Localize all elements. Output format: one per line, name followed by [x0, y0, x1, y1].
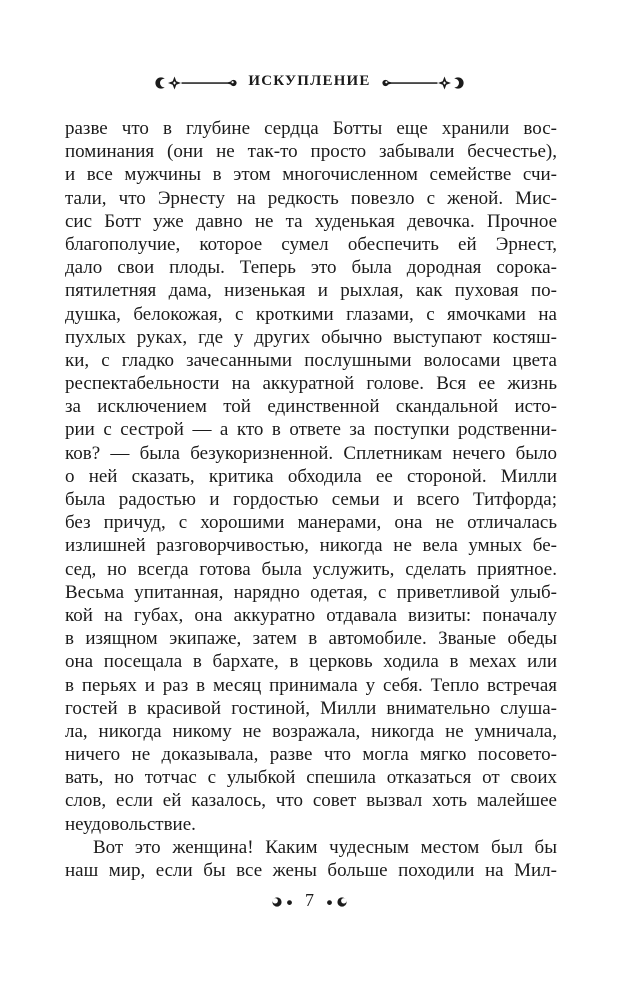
text-line: душка, белокожая, с кроткими глазами, с ямочками на [65, 303, 557, 325]
running-header [0, 74, 619, 91]
text-line: ков? — была безукоризненной. Сплетникам нечего было [65, 442, 557, 464]
text-line: гостей в красивой гостиной, Милли внимательно слуша- [65, 697, 557, 719]
text-line: респектабельности на аккуратной голове. Вся ее жизнь [65, 373, 557, 395]
text-line: благополучие, которое сумел обеспечить ей Эрнест, [65, 233, 557, 255]
text-line: сис Ботт уже давно не та худенькая девочка. Прочное [65, 210, 557, 232]
text-line: поминания (они не так-то просто забывали бесчестье), [65, 141, 557, 163]
text-line: сед, но всегда готова была услужить, сделать приятное. [65, 558, 557, 580]
text-line: в изящном экипаже, затем в автомобиле. Званые обеды [65, 628, 557, 650]
text-line: Весьма упитанная, нарядно одетая, с приветливой улыб- [65, 581, 557, 603]
text-line: рии с сестрой — а кто в ответе за поступки родственни- [65, 419, 557, 441]
paisley-dot-right-icon [321, 894, 349, 910]
flourish-rule-right-icon [380, 75, 464, 91]
text-line: пятилетняя дама, низенькая и рыхлая, как пуховая по- [65, 280, 557, 302]
text-line: она посещала в бархате, в церковь ходила в мехах или [65, 651, 557, 673]
page-footer [0, 891, 619, 912]
text-line: дало свои плоды. Теперь это была дородная сорока- [65, 257, 557, 279]
text-line: в перьях и раз в месяц принимала у себя. Тепло встречая [65, 674, 557, 696]
text-line: слов, если ей казалось, что совет вызвал хоть малейшее [65, 790, 557, 812]
text-line: о ней сказать, критика обходила ее стороной. Милли [65, 465, 557, 487]
text-line: вать, но тотчас с улыбкой спешила отказаться от своих [65, 767, 557, 789]
running-title: ИСКУПЛЕНИЕ [248, 73, 371, 89]
text-line: наш мир, если бы все жены больше походили на Мил- [65, 860, 557, 881]
text-line: излишней разговорчивостью, никогда не вела умных бе- [65, 535, 557, 557]
text-line: тали, что Эрнесту на редкость повезло с женой. Мис- [65, 187, 557, 209]
text-line: неудовольствие. [65, 813, 196, 835]
body-text [65, 117, 557, 882]
text-line: пухлых руках, где у других обычно выступают костяш- [65, 326, 557, 348]
text-line: была радостью и гордостью семьи и всего Титфорда; [65, 489, 557, 510]
text-line: без причуд, с хорошими манерами, она не отличалась [65, 512, 557, 534]
page-number: 7 [305, 890, 314, 910]
flourish-rule-left-icon [155, 75, 239, 91]
text-line: ничего не доказывала, разве что могла мягко посовето- [65, 744, 557, 766]
text-line: Вот это женщина! Каким чудесным местом был бы [93, 836, 557, 858]
paisley-dot-left-icon [270, 894, 298, 910]
text-line: за исключением той единственной скандальной исто- [65, 396, 557, 418]
text-line: и все мужчины в этом многочисленном семействе счи- [65, 164, 557, 186]
text-line: ки, с гладко зачесанными послушными волосами цвета [65, 349, 557, 371]
text-line: разве что в глубине сердца Ботты еще хранили вос- [65, 118, 557, 139]
text-line: кой на губах, она аккуратно отдавала визиты: поначалу [65, 604, 557, 626]
text-line: ла, никогда никому не возражала, никогда не умничала, [65, 720, 557, 742]
